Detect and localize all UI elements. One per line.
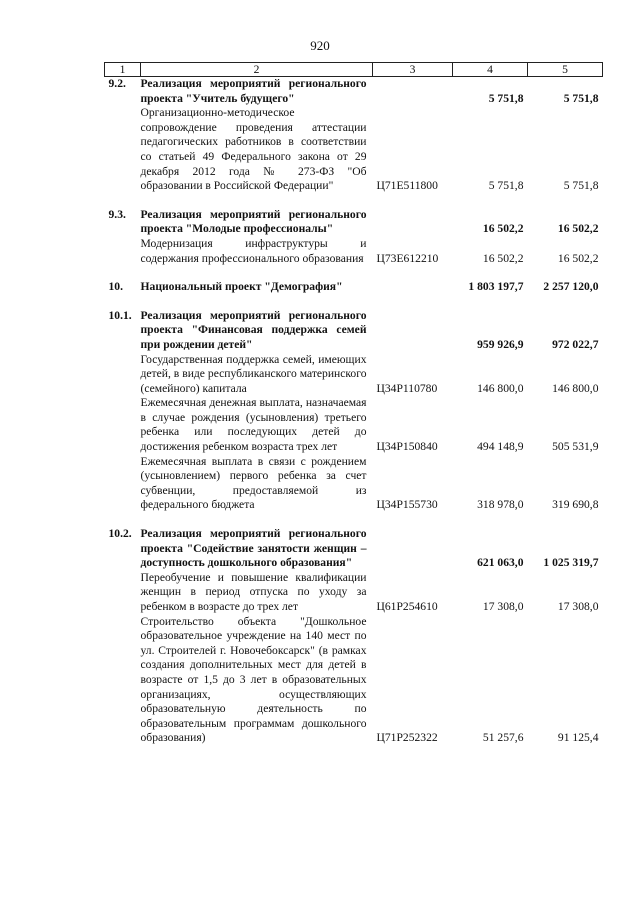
budget-code: Ц34Р155730 <box>376 498 438 512</box>
budget-code: Ц61Р254610 <box>376 600 438 613</box>
budget-code: Ц34Р150840 <box>376 440 438 454</box>
amount-col5: 16 502,2 <box>557 251 599 265</box>
row-description: Ежемесячная выплата в связи с рождением (усыновлением) первого ребенка за счет субвенции, предоставляемой из федерального бюджета <box>140 454 367 512</box>
amount-col5: 972 022,7 <box>552 337 599 351</box>
table-row <box>105 280 603 295</box>
amount-col4: 17 308,0 <box>482 600 524 613</box>
table-row <box>105 309 603 353</box>
column-header: 3 <box>373 63 453 77</box>
budget-code: Ц73Е612210 <box>376 251 439 265</box>
table-row <box>105 615 603 746</box>
amount-col5: 1 025 319,7 <box>543 556 599 570</box>
amount-col5: 17 308,0 <box>557 600 599 613</box>
page-number: 920 <box>310 38 330 53</box>
amount-col5: 5 751,8 <box>563 179 599 193</box>
amount-col4: 621 063,0 <box>477 556 524 570</box>
row-description: Модернизация инфраструктуры и содержания профессионального образования <box>140 236 367 265</box>
amount-col5: 2 257 120,0 <box>543 280 599 294</box>
amount-col4: 16 502,2 <box>482 222 524 236</box>
table-row <box>105 455 603 513</box>
row-description: Переобучение и повышение квалификации женщин в период отпуска по уходу за ребенком в возрасте до трех лет <box>140 570 367 613</box>
amount-col5: 319 690,8 <box>552 498 599 512</box>
budget-code: Ц71Р252322 <box>376 731 438 745</box>
row-description: Государственная поддержка семей, имеющих детей, в виде республиканского материнского (семейного) капитала <box>140 352 367 395</box>
table-row <box>105 353 603 397</box>
amount-col4: 318 978,0 <box>477 498 524 512</box>
row-title: Национальный проект "Демография" <box>140 280 343 294</box>
amount-col4: 146 800,0 <box>477 381 524 395</box>
column-header: 5 <box>528 63 603 77</box>
row-description: Организационно-методическое сопровождение проведения аттестации педагогических работников в соответствии со статьей 49 Федерального закона от 29 декабря 2012 года № 273-ФЗ "Об образовании в Российской Федерации" <box>140 106 367 193</box>
amount-col5: 16 502,2 <box>557 222 599 236</box>
amount-col5: 505 531,9 <box>552 440 599 454</box>
table-row <box>105 208 603 237</box>
amount-col4: 959 926,9 <box>477 337 524 351</box>
amount-col5: 146 800,0 <box>552 381 599 395</box>
table-row <box>105 237 603 266</box>
amount-col4: 494 148,9 <box>477 440 524 454</box>
amount-col4: 5 751,8 <box>488 91 524 105</box>
row-title: Реализация мероприятий регионального проекта "Содействие занятости женщин – доступность дошкольного образования" <box>140 527 367 570</box>
row-number: 9.2. <box>108 77 126 90</box>
table-row <box>105 106 603 194</box>
amount-col5: 5 751,8 <box>563 91 599 105</box>
table-row <box>105 571 603 615</box>
row-description: Ежемесячная денежная выплата, назначаемая в случае рождения (усыновления) третьего ребенка или последующих детей до достижения ребенком возраста трех лет <box>140 396 367 454</box>
header-row <box>105 63 603 77</box>
budget-table <box>104 62 603 746</box>
row-description: Строительство объекта "Дошкольное образовательное учреждение на 140 мест по ул. Строителей г. Новочебоксарск" (в рамках создания дополнительных мест для детей в возрасте от 1,5 до 3 лет в образовательных организациях, осуществляющих образовательную деятельность по образовательным программам дошкольного образования) <box>140 614 367 745</box>
budget-code: Ц34Р110780 <box>376 381 438 395</box>
amount-col4: 51 257,6 <box>482 731 524 745</box>
amount-col4: 16 502,2 <box>482 251 524 265</box>
row-number: 10.1. <box>108 308 132 322</box>
row-title: Реализация мероприятий регионального проекта "Молодые профессионалы" <box>140 207 367 236</box>
column-header: 4 <box>453 63 528 77</box>
column-header: 2 <box>141 63 373 77</box>
row-number: 10. <box>108 280 123 294</box>
amount-col5: 91 125,4 <box>557 731 599 745</box>
row-number: 10.2. <box>108 527 132 541</box>
row-title: Реализация мероприятий регионального проекта "Учитель будущего" <box>140 77 367 105</box>
column-header: 1 <box>105 63 141 77</box>
table-row <box>105 77 603 107</box>
budget-code: Ц71Е511800 <box>376 179 438 193</box>
row-number: 9.3. <box>108 207 126 221</box>
amount-col4: 1 803 197,7 <box>468 280 524 294</box>
table-row <box>105 527 603 571</box>
table-row <box>105 396 603 454</box>
amount-col4: 5 751,8 <box>488 179 524 193</box>
row-title: Реализация мероприятий регионального проекта "Финансовая поддержка семей при рождении детей" <box>140 308 367 351</box>
